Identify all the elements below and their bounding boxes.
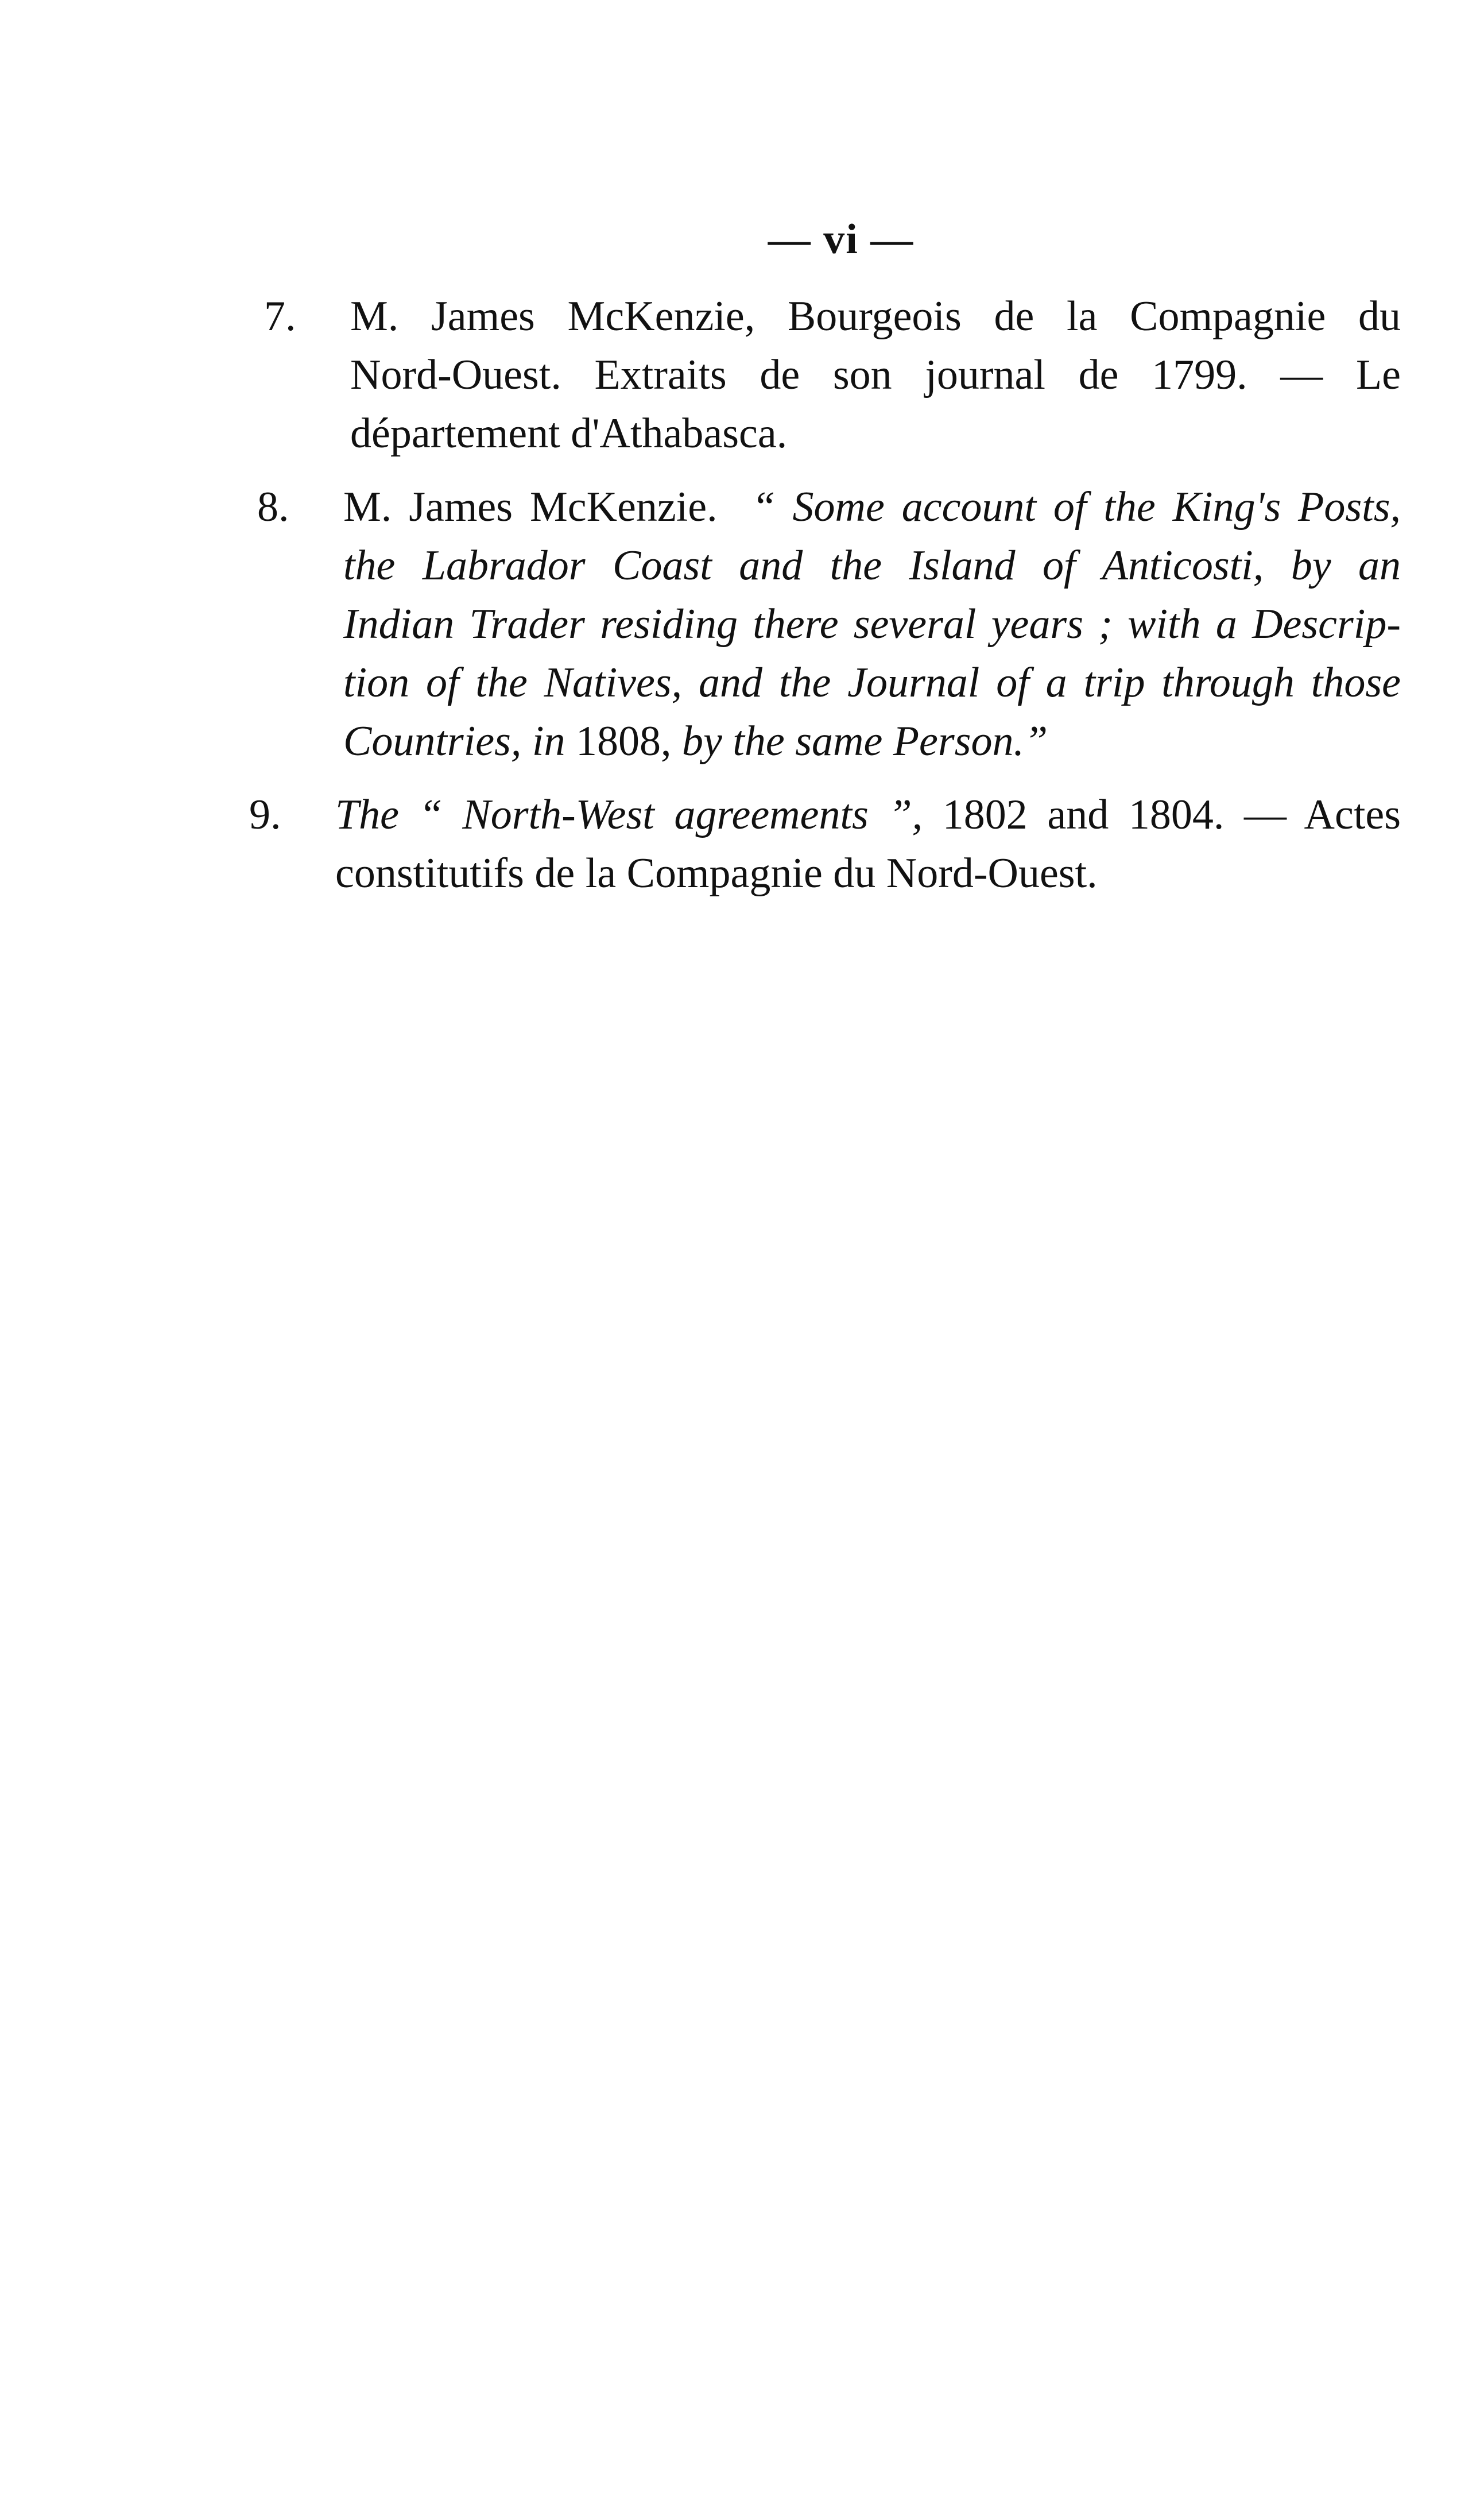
list-item <box>238 786 1401 903</box>
page-number: — vi — <box>768 216 915 263</box>
entry-number: 9. <box>249 791 281 838</box>
entry-title-line: the Labrador Coast and the Island of Anticosti, by an <box>343 542 1401 589</box>
entry-title-fragment: Countries, <box>343 718 522 765</box>
entry-list <box>249 287 1401 918</box>
entry-text-line <box>343 478 1401 536</box>
entry-title-fragment: in <box>532 718 565 765</box>
entry-title-line: Indian Trader residing there several years ; with a Descrip- <box>343 601 1401 648</box>
entry-year: 1808, <box>575 718 672 765</box>
list-item <box>246 478 1401 771</box>
entry-title: The “ North-West agreements ”, <box>335 791 923 838</box>
entry-text-line: département d'Athabasca. <box>350 410 788 457</box>
entry-text-line <box>343 712 1401 771</box>
entry-text: 1802 and 1804. — Actes <box>942 791 1401 838</box>
entry-text-line: Nord-Ouest. Extraits de son journal de 1799. — Le <box>350 351 1401 398</box>
entry-title-line: tion of the Natives, and the Journal of a trip through those <box>343 659 1401 706</box>
entry-text-line <box>335 786 1401 844</box>
entry-author: M. James McKenzie. <box>343 483 718 531</box>
entry-number: 8. <box>257 483 289 531</box>
entry-text-line: M. James McKenzie, Bourgeois de la Compagnie du <box>350 293 1401 340</box>
entry-number: 7. <box>264 293 296 340</box>
entry-title: “ Some account of the King's Posts, <box>751 483 1401 531</box>
list-item <box>253 287 1401 463</box>
entry-title-fragment: by the same Person.” <box>681 718 1048 765</box>
entry-text-line: constitutifs de la Compagnie du Nord-Ouest. <box>335 850 1098 897</box>
